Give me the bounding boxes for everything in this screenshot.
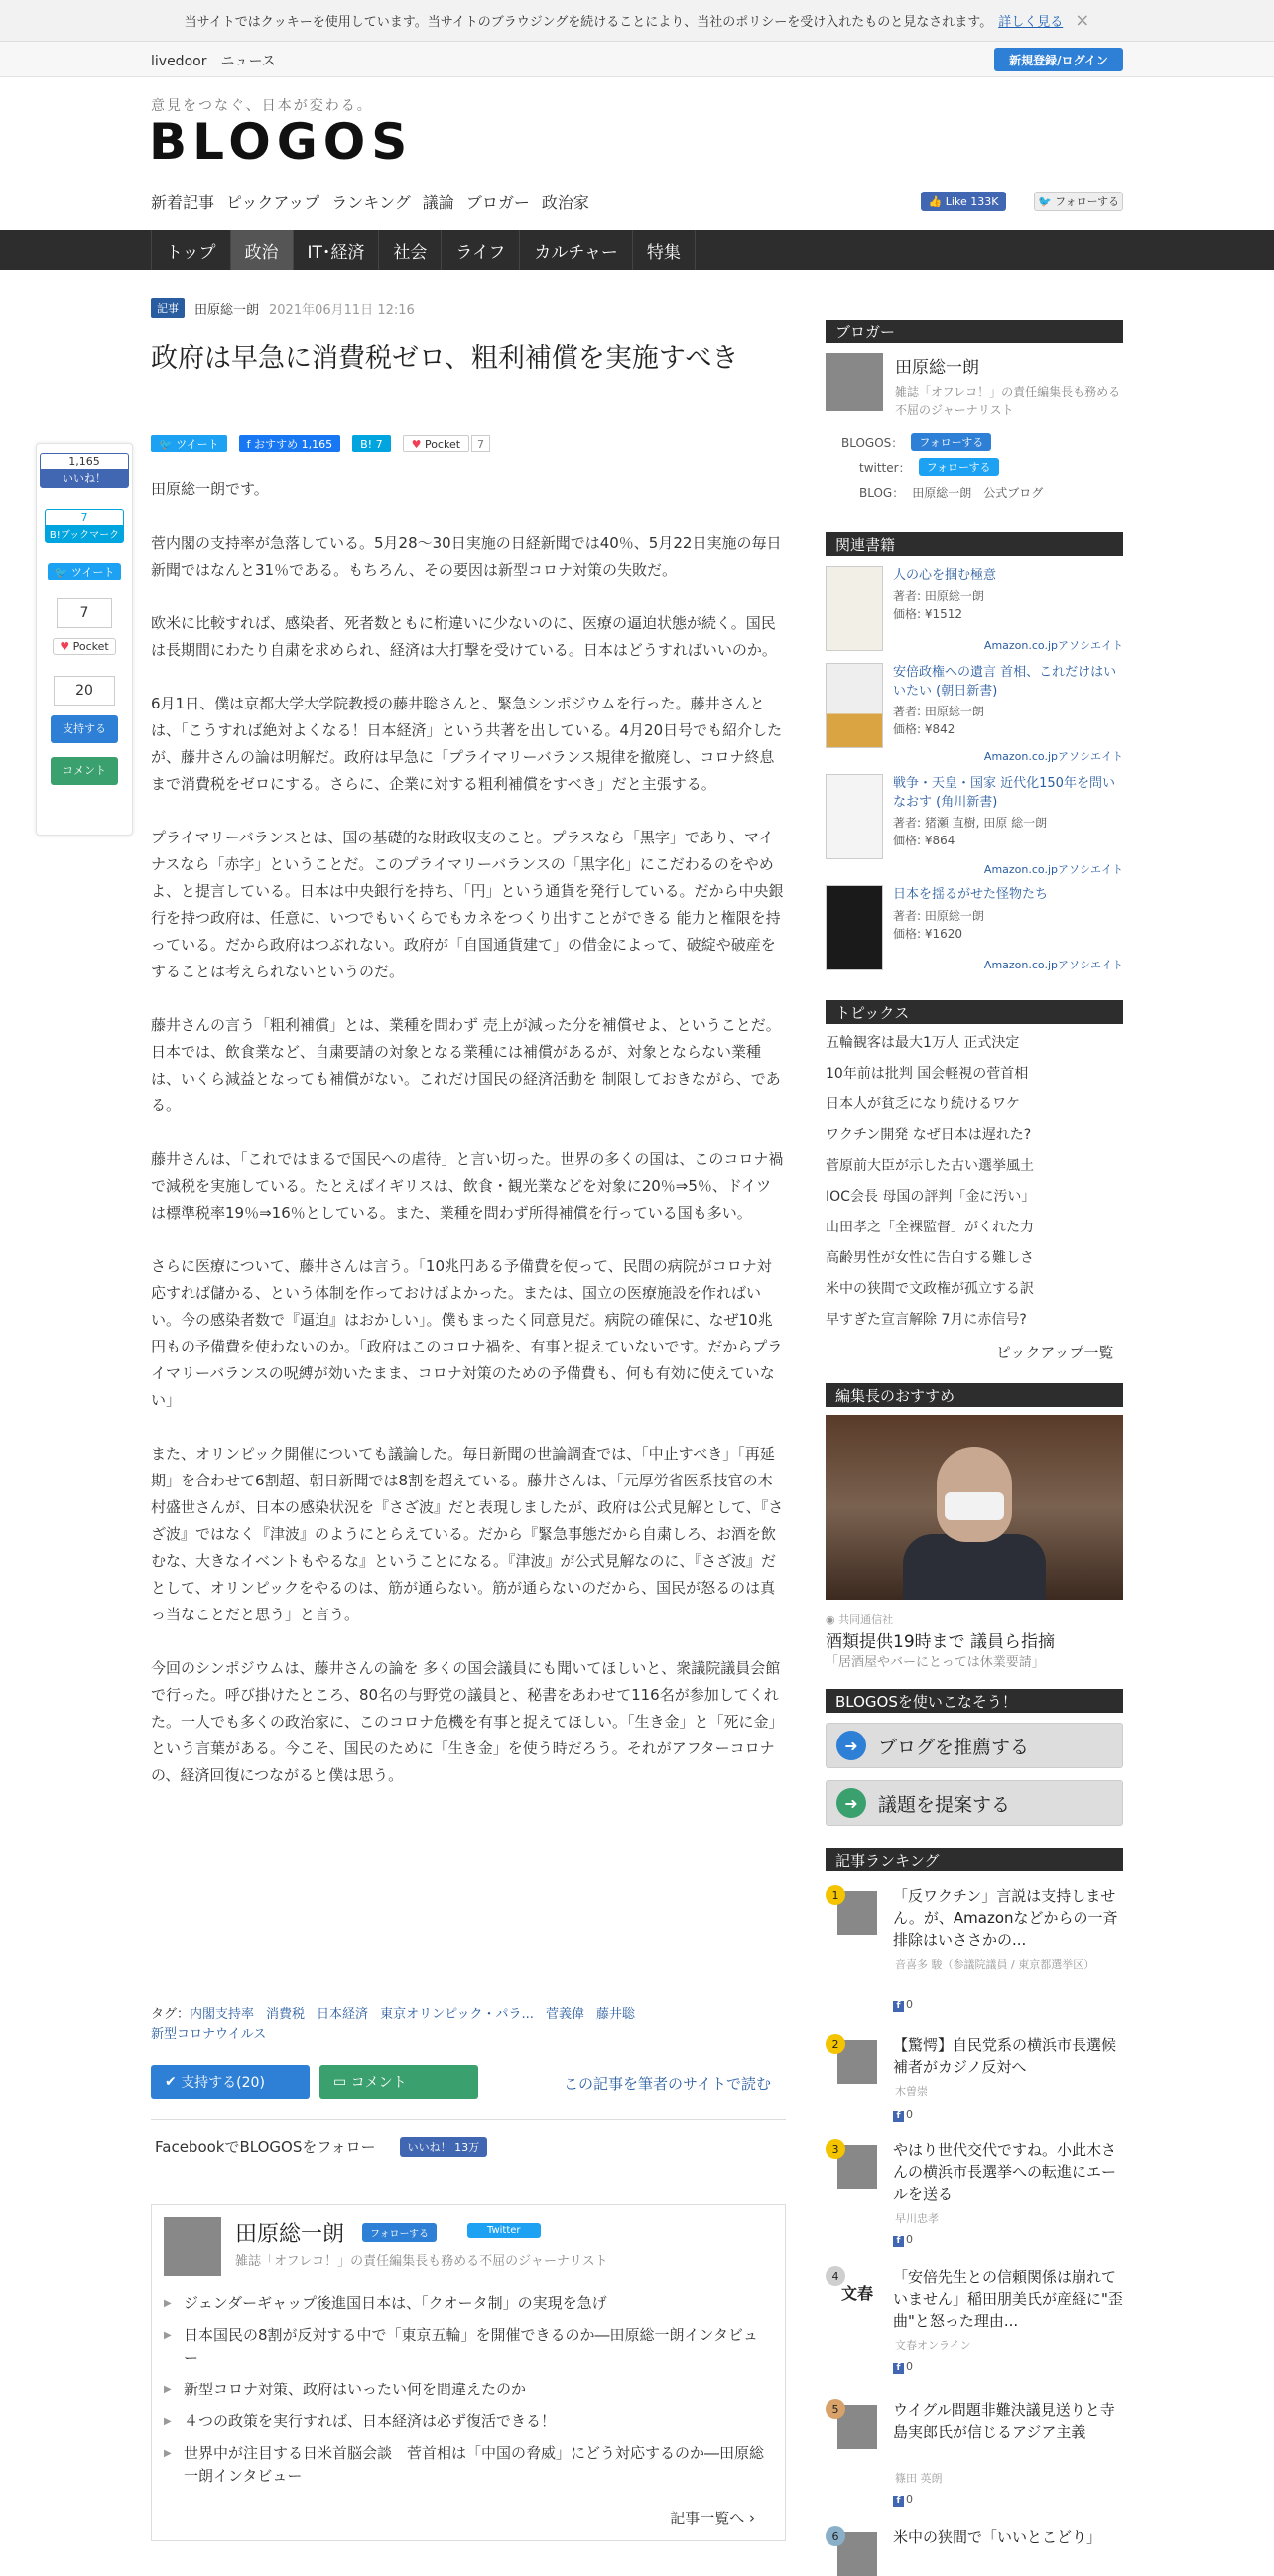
tag-link[interactable]: 藤井聡 — [595, 2007, 635, 2022]
paragraph: 6月1日、僕は京都大学大学院教授の藤井聡さんと、緊急シンポジウムを行った。藤井さんとは、「こうすれば絶対よくなる！日本経済」という共著を出している。4月20日号でも紹介したが、藤井さんの論は明解だ。政府は早急に「プライマリーバランス規律を撤廃し、コロナ終息まで消費税をゼロにする。さらに、企業に対する粗利補償をすべき」だと主張する。 — [151, 695, 783, 793]
hatena-count: 7 — [80, 511, 88, 524]
read-on-author-site-link[interactable]: この記事を筆者のサイトで読む — [564, 2075, 771, 2093]
twitter-bird-icon: 🐦 — [1037, 194, 1056, 208]
float-comment-button[interactable]: コメント — [51, 757, 118, 785]
amazon-link[interactable]: Amazon.co.jpアソシエイト — [983, 863, 1123, 876]
editor-article-title[interactable]: 酒類提供19時まで 議員ら指摘 — [826, 1632, 1056, 1652]
site-link[interactable]: livedoor ニュース — [151, 54, 276, 69]
book-author: 著者: 猪瀬 直樹, 田原 総一朗 — [893, 816, 1048, 830]
ranking-title: やはり世代交代ですね。小此木さんの横浜市長選挙への転進にエールを送る — [893, 2141, 1117, 2203]
cookie-more-link[interactable]: 詳しく見る — [998, 15, 1064, 30]
blogos-follow-button[interactable]: フォローする — [911, 433, 991, 451]
twitter-bird-icon: 🐦 — [54, 566, 71, 579]
fb-like-box[interactable] — [40, 453, 129, 488]
article-date: 2021年06月11日 12:16 — [269, 302, 415, 318]
photo-suit — [903, 1534, 1046, 1600]
facebook-like-button[interactable]: 👍 Like 133K — [921, 192, 1006, 211]
propose-topic-button[interactable]: ➜ 議題を提案する — [826, 1780, 1123, 1826]
pocket-icon: ♥ — [411, 437, 425, 451]
topic-link[interactable]: 菅原前大臣が示した古い選挙風土 — [826, 1158, 1034, 1174]
tag-link[interactable]: 新型コロナウイルス — [151, 2027, 267, 2042]
paragraph: プライマリーバランスとは、国の基礎的な財政収支のこと。プラスなら「黒字」であり、マイナスなら「赤字」ということだ。このプライマリーバランスの「黒字化」にこだわるのをやめよ、と提言している。日本は中央銀行を持ち、「円」という通貨を発行している。だから中央銀行を持つ政府は、任意に、いつでもいくらでもカネをつくり出すことができる 能力と権限を持っている。だから政府はつぶれない。政府が「自国通貨建て」の借金によって、破綻や破産をすることは考えられないというのだ。 — [151, 829, 784, 980]
fb-like-label: いいね！ — [41, 469, 128, 487]
author-article-link[interactable]: ▶ ジェンダーギャップ後進国日本は、「クオータ制」の実現を急げ — [164, 2292, 771, 2315]
article-badge: 記事 — [151, 298, 185, 318]
twitter-follow-button-side[interactable]: フォローする — [919, 458, 999, 476]
book-price: 価格: ¥1512 — [893, 607, 963, 621]
amazon-link[interactable]: Amazon.co.jpアソシエイト — [983, 959, 1123, 971]
author-article-list — [164, 2292, 771, 2497]
article-list-link[interactable]: 記事一覧へ › — [670, 2510, 755, 2527]
author-desc: 雑誌「オフレコ！」の責任編集長も務める不屈のジャーナリスト — [235, 2254, 608, 2269]
book-price: 価格: ¥864 — [893, 834, 956, 847]
tagline: 意見をつなぐ、日本が変わる。 — [151, 98, 373, 114]
paragraph: 菅内閣の支持率が急落している。5月28～30日実施の日経新聞では40％、5月22日実施の毎日新聞ではなんと31％である。もちろん、その要因は新型コロナ対策の失敗だ。 — [151, 534, 782, 579]
float-tweet-button[interactable]: 🐦 ツイート — [48, 563, 121, 580]
article-title: 政府は早急に消費税ゼロ、粗利補償を実施すべき — [151, 343, 739, 374]
nav-top[interactable]: トップ — [151, 230, 230, 270]
book-title[interactable]: 安倍政権への遺言 首相、これだけはいいたい (朝日新書) — [893, 665, 1117, 699]
blogger-avatar[interactable] — [826, 353, 883, 411]
topic-link[interactable]: 10年前は批判 国会軽視の菅首相 — [826, 1066, 1029, 1082]
subnav-politicians[interactable]: 政治家 — [541, 193, 589, 212]
fb-like-count: 1,165 — [68, 455, 100, 468]
topic-link[interactable]: ワクチン開発 なぜ日本は遅れた? — [826, 1127, 1032, 1143]
tag-link[interactable]: 日本経済 — [317, 2007, 369, 2022]
ranking-title: 「反ワクチン」言説は支持しません。が、Amazonなどからの一斉排除はいささかの... — [893, 1887, 1118, 1949]
register-login-button[interactable]: 新規登録/ログイン — [994, 48, 1123, 71]
tag-link[interactable]: 菅義偉 — [545, 2007, 584, 2022]
paragraph: また、オリンピック開催についても議論した。毎日新聞の世論調査では、「中止すべき」「再延期」を合わせて6割超、朝日新聞では8割を超えている。藤井さんは、「元厚労省医系技官の木村盛世さんが、日本の感染状況を『さざ波』だと表現しましたが、政府は公式見解として、『さざ波』ではなく『津波』のようにとらえている。だから『緊急事態だから自粛しろ、お酒を飲むな、大きなイベントもやるな』ということになる。『津波』が公式見解なのに、『さざ波』だとして、オリンピックをやるのは、筋が通らない。筋が通らないのだから、国民が怒るのは真っ当なことだと思う」と言う。 — [151, 1445, 784, 1623]
twitter-follow-row: twitter： フォローする — [859, 458, 999, 476]
book-title[interactable]: 日本を揺るがせた怪物たち — [893, 887, 1049, 902]
facebook-recommend-button[interactable]: f おすすめ 1,165 — [239, 435, 340, 452]
pickup-list-link[interactable]: ピックアップ一覧 — [996, 1344, 1114, 1361]
float-support-button[interactable]: 支持する — [51, 715, 118, 743]
nav-life[interactable]: ライフ — [441, 230, 519, 270]
cookie-banner — [0, 0, 1274, 42]
pocket-button[interactable]: ♥ Pocket — [403, 435, 469, 452]
book-title[interactable]: 人の心を掴む極意 — [893, 568, 997, 582]
comment-button[interactable]: ▭ コメント — [319, 2065, 478, 2099]
blogger-desc: 雑誌「オフレコ！」の責任編集長も務める不屈のジャーナリスト — [895, 385, 1121, 417]
use-blogos-heading: BLOGOSを使いこなそう！ — [826, 1689, 1123, 1713]
ranking-author: 文春オンライン — [895, 2339, 971, 2352]
hatena-bookmark-button[interactable]: B! 7 — [352, 435, 390, 452]
top-bar — [0, 42, 1274, 77]
ranking-author: 音喜多 駿（参議院議員 / 東京都選挙区） — [895, 1958, 1095, 1971]
ranking-fb-count: f 0 — [893, 2108, 913, 2122]
paragraph: さらに医療について、藤井さんは言う。「10兆円ある予備費を使って、民間の病院がコロナ対応すれば儲かる、という体制を作っておけばよかった。または、国立の医療施設を作ればいい。今の感染者数で『逼迫』はおかしい」。僕もまったく同意見だ。病院の確保に、なぜ10兆円もの予備費を使わないのか。「政府はこのコロナ禍を、有事と捉えていないです。だからプライマリーバランスの呪縛が効いたまま、コロナ対策のための予備費も、何も有効に使えていない」 — [151, 1257, 783, 1409]
facebook-icon: f — [893, 2111, 904, 2122]
blogos-follow-row: BLOGOS： フォローする — [841, 433, 991, 451]
rank-number: 2 — [826, 2034, 845, 2054]
camera-icon: ◉ — [826, 1613, 839, 1626]
tweet-button[interactable]: 🐦 ツイート — [151, 435, 227, 452]
facebook-icon: f — [893, 2001, 904, 2012]
rank-number: 4 — [826, 2266, 845, 2286]
ranking-title: 【驚愕】自民党系の横浜市長選候補者がカジノ反対へ — [893, 2036, 1117, 2076]
rank-number: 1 — [826, 1885, 845, 1905]
article-author[interactable]: 田原総一朗 — [194, 302, 260, 318]
author-article-link[interactable]: ▶ 日本国民の8割が反対する中で「東京五輪」を開催できるのか―田原総一朗インタビュー — [164, 2324, 771, 2370]
share-bar — [151, 435, 490, 452]
blogger-heading: ブロガー — [826, 320, 1123, 343]
topic-link[interactable]: 米中の狭間で文政権が孤立する訳 — [826, 1281, 1034, 1297]
fbfollow-text: FacebookでBLOGOSをフォロー — [155, 2138, 376, 2156]
article-tags — [151, 2005, 786, 2045]
floating-share-bar — [36, 443, 133, 836]
paragraph: 今回のシンポジウムは、藤井さんの論を 多くの国会議員にも聞いてほしいと、衆議院議員会館で行った。呼び掛けたところ、80名の与野党の議員と、秘書をあわせて116名が参加してくれた。一人でも多くの政治家に、このコロナ危機を有事と捉えてほしい。「生き金」と「死に金」という言葉がある。今こそ、国民のために「生き金」を使う時だろう。それがアフターコロナの、経済回復につながると僕は思う。 — [151, 1659, 784, 1784]
sub-nav — [151, 191, 589, 213]
paragraph: 藤井さんの言う「粗利補償」とは、業種を問わず 売上が減った分を補償せよ、ということだ。日本では、飲食業など、自粛要請の対象となる業種には補償があるが、対象とならない業種は、いくら減益となっても補償がない。これだけ国民の経済活動を 制限しておきながら、である。 — [151, 1016, 781, 1114]
book-cover[interactable] — [826, 566, 883, 651]
pocket-icon: ♥ — [60, 640, 73, 653]
book-price: 価格: ¥1620 — [893, 927, 963, 941]
facebook-icon: f — [893, 2363, 904, 2374]
ranking-heading: 記事ランキング — [826, 1848, 1123, 1871]
thumbs-up-icon: 👍 — [928, 194, 946, 208]
tags-label: タグ： — [151, 2007, 191, 2022]
photo-credit: ◉ 共同通信社 — [826, 1613, 894, 1626]
editor-photo[interactable] — [826, 1415, 1123, 1600]
book-price: 価格: ¥842 — [893, 722, 956, 736]
subnav-ranking[interactable]: ランキング — [331, 193, 411, 212]
arrow-right-icon: ➜ — [836, 1731, 866, 1760]
topic-link[interactable]: 日本人が貧乏になり続けるワケ — [826, 1096, 1020, 1112]
nav-culture[interactable]: カルチャー — [519, 230, 632, 270]
ranking-fb-count: f 0 — [893, 2233, 913, 2247]
subnav-pickup[interactable]: ピックアップ — [226, 193, 320, 212]
hatena-label: B!ブックマーク — [46, 525, 123, 542]
topic-link[interactable]: 山田孝之「全裸監督」がくれた力 — [826, 1220, 1034, 1235]
author-follow-button[interactable]: フォローする — [362, 2223, 437, 2242]
float-pocket-button[interactable]: ♥ Pocket — [53, 638, 116, 655]
tag-link[interactable]: 消費税 — [266, 2007, 306, 2022]
ranking-author: 木曽崇 — [895, 2085, 928, 2098]
float-pocket-count: 7 — [57, 598, 112, 628]
nav-it-economy[interactable]: IT･経済 — [293, 230, 379, 270]
amazon-link[interactable]: Amazon.co.jpアソシエイト — [983, 750, 1123, 763]
twitter-bird-icon: 🐦 — [159, 437, 177, 451]
ranking-fb-count: f 0 — [893, 1998, 913, 2012]
nav-society[interactable]: 社会 — [378, 230, 441, 270]
arrow-right-icon: ➜ — [836, 1788, 866, 1818]
nav-politics[interactable]: 政治 — [230, 230, 293, 270]
author-avatar[interactable] — [164, 2217, 221, 2276]
blog-row: BLOG： 田原総一朗 公式ブログ — [859, 486, 1044, 500]
ranking-fb-count: f 0 — [893, 2493, 913, 2507]
ranking-author: 篠田 英朗 — [895, 2472, 943, 2485]
nav-feature[interactable]: 特集 — [632, 230, 696, 270]
author-article-link[interactable]: ▶ ４つの政策を実行すれば、日本経済は必ず復活できる！ — [164, 2410, 771, 2433]
site-logo[interactable]: BLOGOS — [149, 113, 414, 171]
tag-link[interactable]: 東京オリンピック・パラ... — [380, 2007, 534, 2022]
rank-number: 5 — [826, 2399, 845, 2419]
ranking-title: 米中の狭間で「いいとこどり」 — [893, 2528, 1102, 2546]
book-cover[interactable] — [826, 885, 883, 970]
facebook-icon: f — [893, 2236, 904, 2247]
support-button[interactable]: ✔ 支持する(20) — [151, 2065, 310, 2099]
paragraph: 田原総一朗です。 — [151, 480, 269, 498]
topics-list — [826, 1028, 1123, 1336]
blogger-name[interactable]: 田原総一朗 — [895, 358, 979, 378]
ranking-title: 「安倍先生との信頼関係は崩れていません」稲田朋美氏が産経に"歪曲"と怒った理由... — [893, 2268, 1123, 2330]
topic-link[interactable]: 高齢男性が女性に告白する難しさ — [826, 1250, 1034, 1266]
ranking-fb-count: f 0 — [893, 2360, 913, 2374]
author-twitter-button[interactable]: Twitter — [467, 2223, 541, 2238]
author-article-link[interactable]: ▶ 世界中が注目する日米首脳会談 菅首相は「中国の脅威」にどう対応するのか―田原総一朗インタビュー — [164, 2442, 771, 2488]
book-author: 著者: 田原総一朗 — [893, 909, 984, 923]
article-body — [151, 476, 786, 1816]
paragraph: 藤井さんは、「これではまるで国民への虐待」と言い切った。世界の多くの国は、このコロナ禍で減税を実施している。たとえばイギリスは、飲食・観光業などを対象に20％⇒5％、ドイツは標準税率19％⇒16％としている。また、業種を問わず所得補償を行っている国も多い。 — [151, 1150, 784, 1222]
subnav-debate[interactable]: 議論 — [422, 193, 454, 212]
ranking-author: 早川忠孝 — [895, 2212, 939, 2225]
twitter-follow-button[interactable]: 🐦 フォローする — [1034, 192, 1123, 211]
author-name[interactable]: 田原総一朗 — [235, 2222, 345, 2247]
editor-heading: 編集長のおすすめ — [826, 1383, 1123, 1407]
editor-article-sub: 「居酒屋やバーにとっては休業要請」 — [826, 1655, 1045, 1670]
topic-link[interactable]: 五輪観客は最大1万人 正式決定 — [826, 1035, 1020, 1051]
cookie-text: 当サイトではクッキーを使用しています。当サイトのブラウジングを続けることにより、当社のポリシーを受け入れたものと見なされます。 — [184, 15, 993, 30]
subnav-bloggers[interactable]: ブロガー — [465, 193, 530, 212]
books-heading: 関連書籍 — [826, 532, 1123, 556]
main-nav — [0, 230, 1274, 270]
ranking-title: ウイグル問題非難決議見送りと寺島実郎氏が信じるアジア主義 — [893, 2401, 1115, 2441]
official-blog-link[interactable]: 田原総一朗 公式ブログ — [912, 486, 1044, 500]
facebook-icon: f — [246, 437, 255, 451]
photo-mask — [945, 1492, 1004, 1520]
book-author: 著者: 田原総一朗 — [893, 589, 984, 603]
book-title[interactable]: 戦争・天皇・国家 近代化150年を問いなおす (角川新書) — [893, 776, 1115, 810]
author-box — [151, 2204, 786, 2541]
article-meta — [151, 298, 415, 318]
comment-icon: ▭ — [333, 2074, 351, 2090]
book-cover[interactable] — [826, 663, 883, 748]
facebook-follow-row — [151, 2119, 786, 2174]
tag-link[interactable]: 内閣支持率 — [190, 2007, 255, 2022]
rank-number: 3 — [826, 2139, 845, 2159]
book-author: 著者: 田原総一朗 — [893, 705, 984, 718]
subnav-new[interactable]: 新着記事 — [151, 193, 215, 212]
ranking-thumb: 文春 — [837, 2272, 877, 2316]
close-icon[interactable]: × — [1075, 10, 1090, 31]
pocket-count: 7 — [471, 435, 490, 452]
float-support-count: 20 — [54, 676, 115, 706]
book-cover[interactable] — [826, 774, 883, 859]
author-article-link[interactable]: ▶ 新型コロナ対策、政府はいったい何を間違えたのか — [164, 2379, 771, 2401]
topics-heading: トピックス — [826, 1000, 1123, 1024]
paragraph: 欧米に比較すれば、感染者、死者数ともに桁違いに少ないのに、医療の逼迫状態が続く。国民は長期間にわたり自粛を求められ、経済は大打撃を受けている。日本はどうすればいいのか。 — [151, 614, 777, 659]
topic-link[interactable]: 早すぎた宣言解除 7月に赤信号? — [826, 1312, 1027, 1328]
fbfollow-like-button[interactable]: いいね！ 13万 — [400, 2137, 488, 2157]
facebook-icon: f — [893, 2496, 904, 2507]
recommend-blog-button[interactable]: ➜ ブログを推薦する — [826, 1723, 1123, 1768]
check-icon: ✔ — [165, 2074, 182, 2090]
hatena-box[interactable] — [45, 509, 124, 543]
amazon-link[interactable]: Amazon.co.jpアソシエイト — [983, 639, 1123, 652]
rank-number: 6 — [826, 2526, 845, 2546]
topic-link[interactable]: IOC会長 母国の評判「金に汚い」 — [826, 1189, 1036, 1205]
